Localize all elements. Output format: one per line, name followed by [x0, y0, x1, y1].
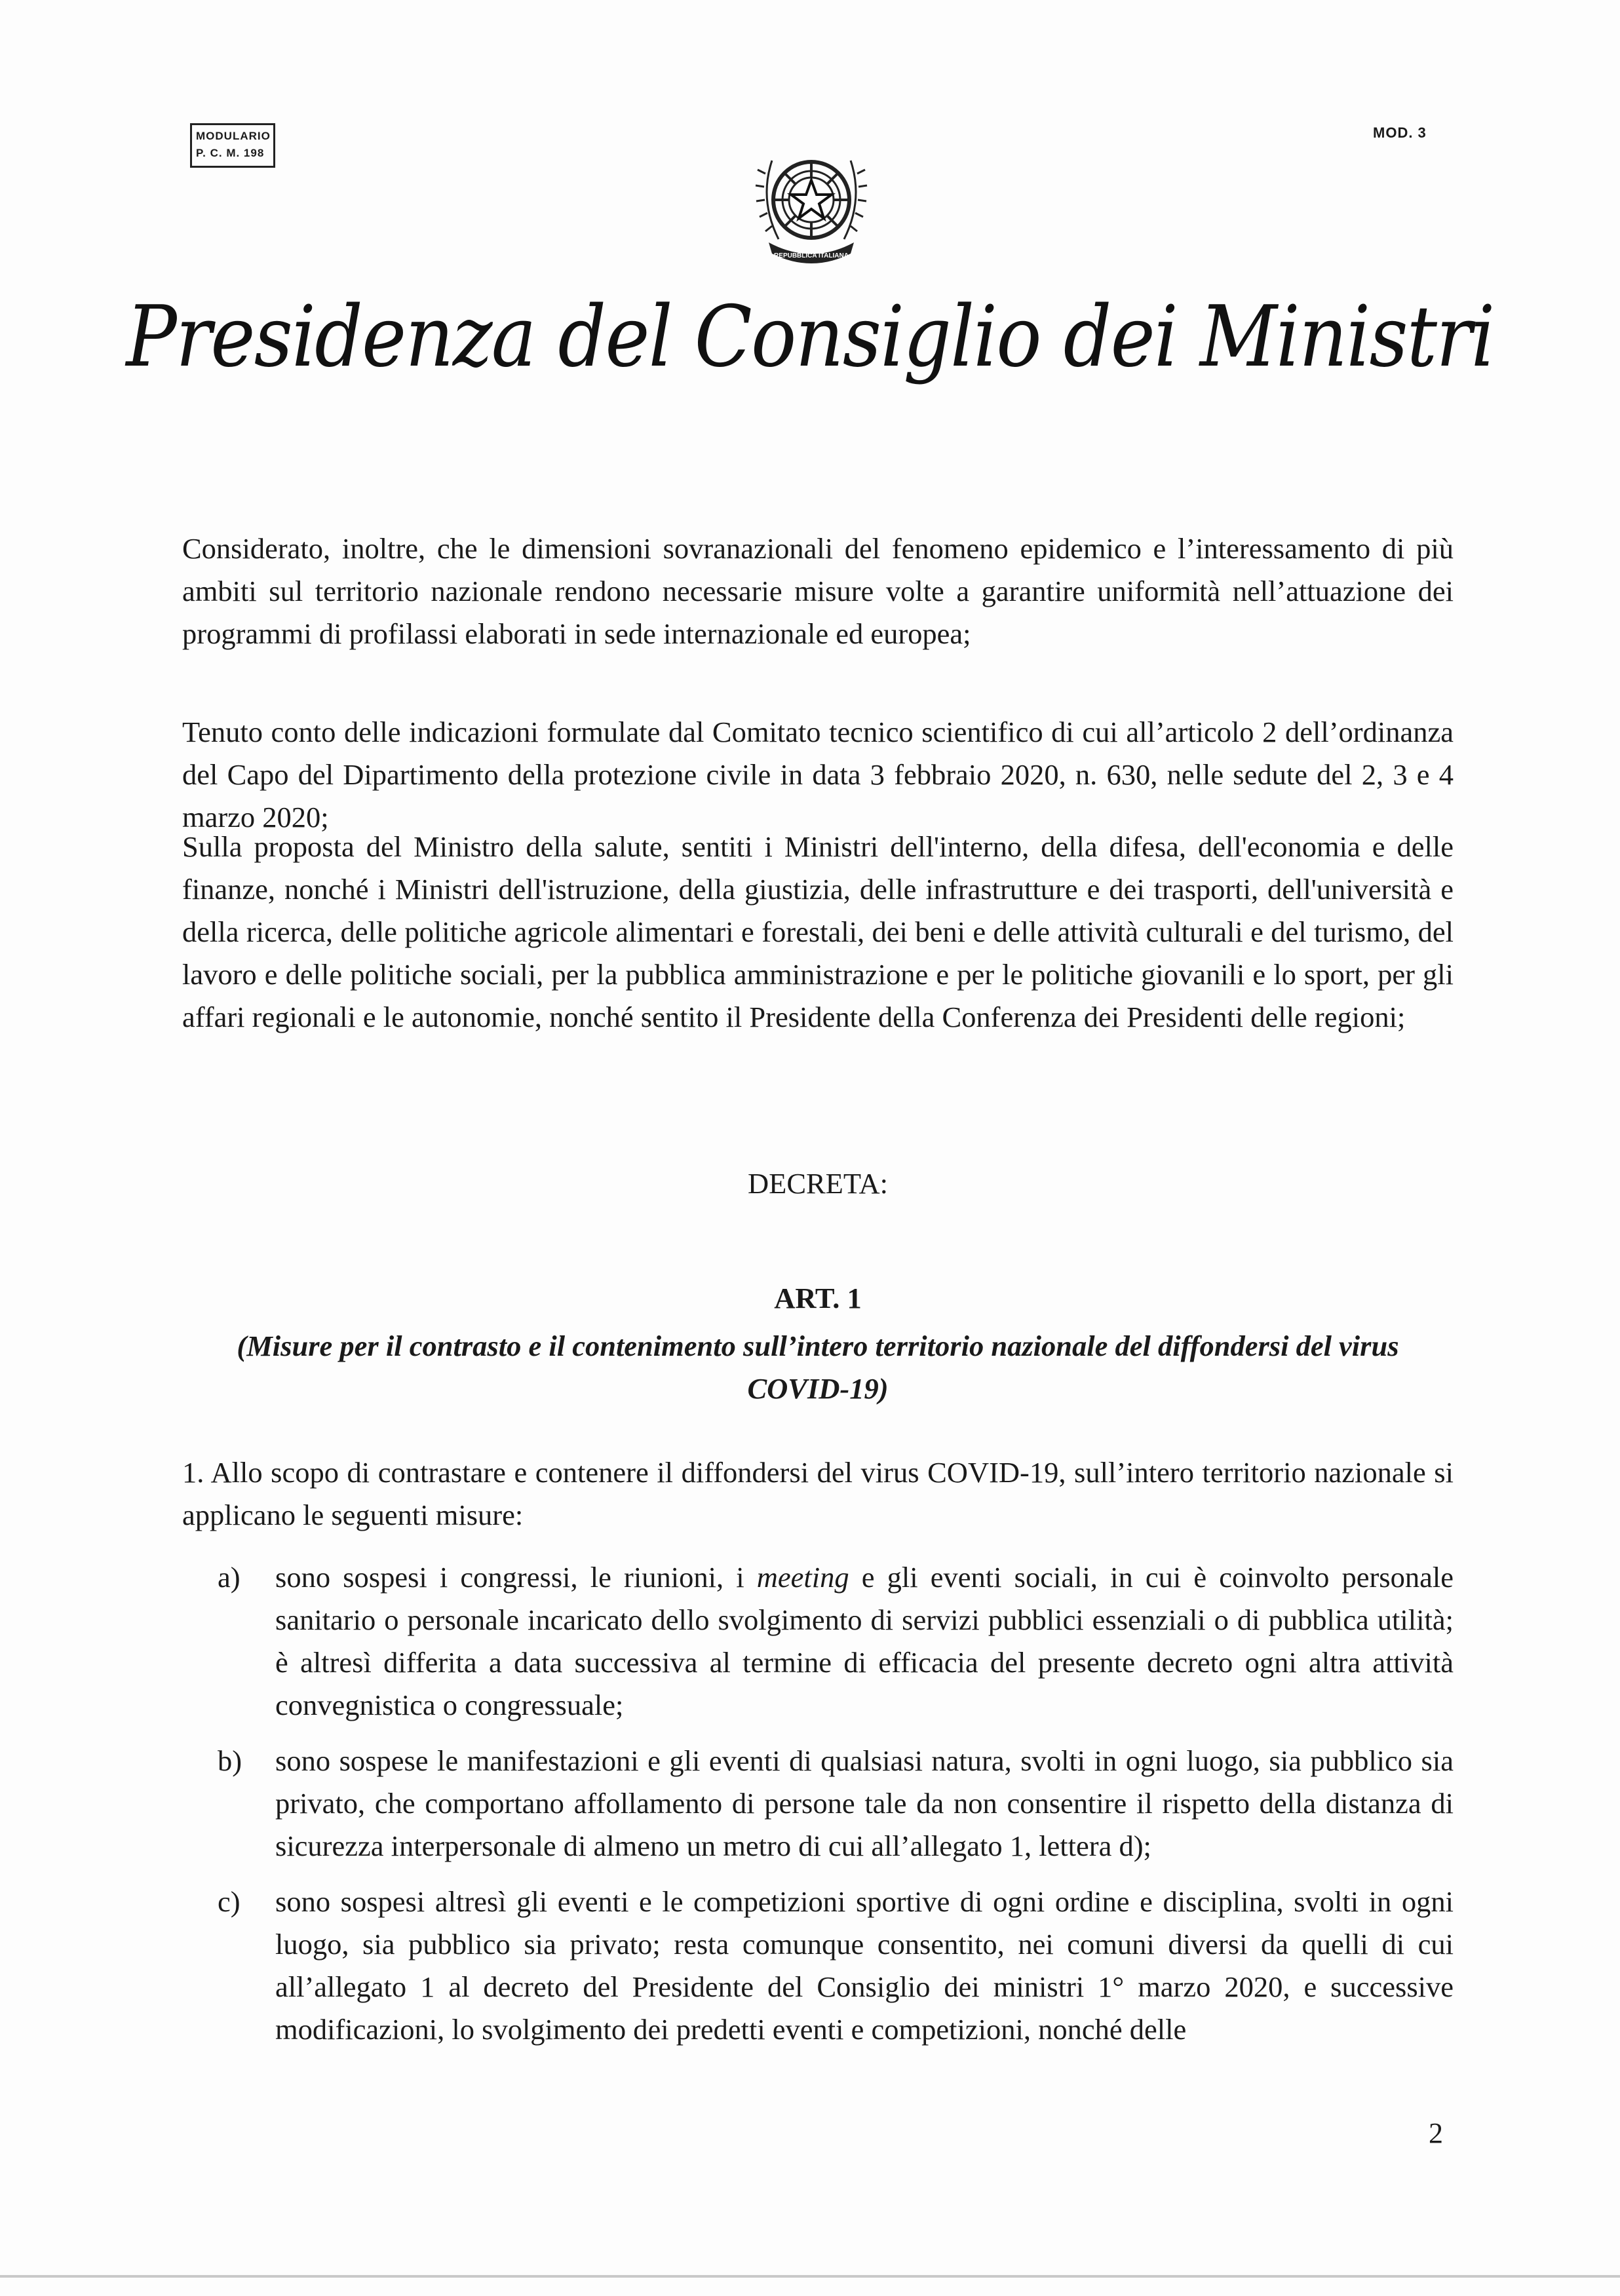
list-item-c: [218, 1881, 1454, 2051]
list-item-a: [218, 1556, 1454, 1727]
stamp-line-1: MODULARIO: [196, 130, 271, 142]
item-text: [275, 1556, 1454, 1727]
item-text: sono sospese le manifestazioni e gli eventi di qualsiasi natura, svolti in ogni luogo, sia pubblico sia privato, che comportano affollamento di persone tale da non consentire il rispetto della distanza di sicurezza interpersonale di almeno un metro di cui all’allegato 1, lettera d);: [275, 1744, 1454, 1862]
item-label: a): [218, 1561, 241, 1594]
item-text-part: sono sospesi i congressi, le riunioni, i: [275, 1561, 757, 1594]
list-item-b: [218, 1740, 1454, 1867]
bottom-edge: [0, 2275, 1620, 2278]
stamp-line-2: P. C. M. 198: [196, 147, 265, 159]
emblem-ribbon-text: REPUBBLICA ITALIANA: [774, 252, 849, 259]
item-label: c): [218, 1885, 241, 1918]
page-number: 2: [1429, 2117, 1443, 2149]
article-intro: 1. Allo scopo di contrastare e contenere il diffondersi del virus COVID-19, sull’intero territorio nazionale si applicano le seguenti misure:: [182, 1456, 1454, 1531]
paragraph-considerato: Considerato, inoltre, che le dimensioni sovranazionali del fenomeno epidemico e l’interessamento di più ambiti sul territorio nazionale rendono necessarie misure volte a garantire uniformità nell’attuazione dei programmi di profilassi elaborati in sede internazionale ed europea;: [182, 532, 1454, 650]
paragraph-tenuto-conto: Tenuto conto delle indicazioni formulate dal Comitato tecnico scientifico di cui all’articolo 2 dell’ordinanza del Capo del Dipartimento della protezione civile in data 3 febbraio 2020, n. 630, nelle sedute del 2, 3 e 4 marzo 2020;: [182, 716, 1454, 833]
item-text-italic: meeting: [756, 1561, 849, 1594]
modulario-stamp: [190, 123, 275, 168]
item-text: sono sospesi altresì gli eventi e le competizioni sportive di ogni ordine e disciplina, svolti in ogni luogo, sia pubblico sia privato; resta comunque consentito, nei comuni diversi da quelli di cui all’allegato 1 al decreto del Presidente del Consiglio dei ministri 1° marzo 2020, e successive modificazioni, lo svolgimento dei predetti eventi e competizioni, nonché delle: [275, 1885, 1454, 2046]
italian-republic-emblem-icon: [746, 134, 877, 269]
presidency-title: Presidenza del Consiglio dei Ministri: [126, 288, 1494, 386]
article-number: ART. 1: [774, 1282, 862, 1314]
article-subtitle: (Misure per il contrasto e il contenimento sull’intero territorio nazionale del diffondersi del virus COVID-19): [237, 1330, 1399, 1405]
item-label: b): [218, 1744, 242, 1777]
mod-label: MOD. 3: [1373, 124, 1427, 141]
paragraph-sulla-proposta: Sulla proposta del Ministro della salute, sentiti i Ministri dell'interno, della difesa, dell'economia e delle finanze, nonché i Ministri dell'istruzione, della giustizia, delle infrastrutture e dei trasporti, dell'università e della ricerca, delle politiche agricole alimentari e forestali, dei beni e delle attività culturali e del turismo, del lavoro e delle politiche sociali, per la pubblica amministrazione e per le politiche giovanili e lo sport, per gli affari regionali e le autonomie, nonché sentito il Presidente della Conferenza dei Presidenti delle regioni;: [182, 830, 1454, 1033]
item-text-part: e gli eventi sociali, in cui è coinvolto personale sanitario o personale incaricato dello svolgimento di servizi pubblici essenziali o di pubblica utilità; è altresì differita a data successiva al termine di efficacia del presente decreto ogni altra attività convegnistica o congressuale;: [275, 1561, 1454, 1721]
decreta-heading: DECRETA:: [748, 1167, 888, 1200]
